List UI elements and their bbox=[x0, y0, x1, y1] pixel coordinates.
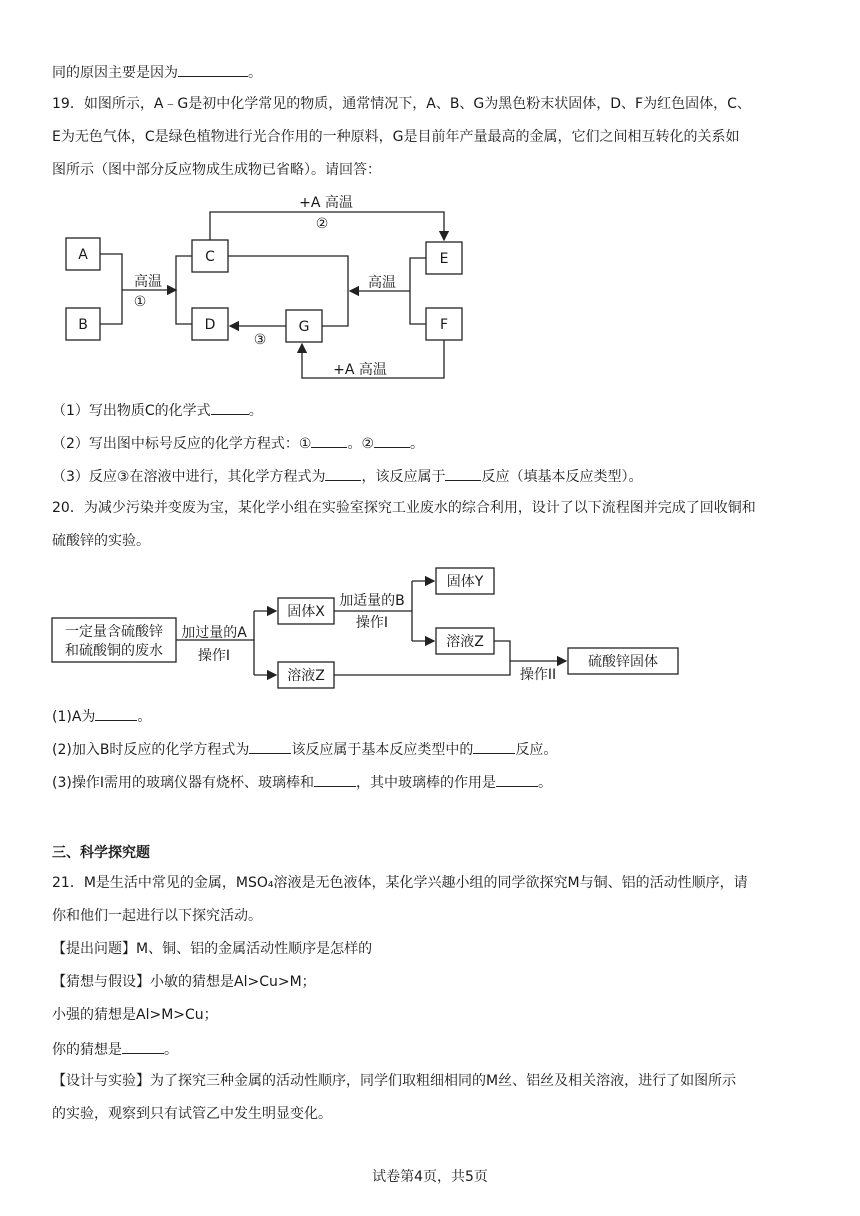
top-condition: +A 高温 bbox=[299, 195, 353, 211]
q20-flowchart bbox=[0, 560, 860, 690]
mid-condition: 高温 bbox=[368, 275, 396, 291]
q19-line1: 19．如图所示，A﹣G是初中化学常见的物质，通常情况下，A、B、G为黑色粉末状固体，D、F为红色固体，C、 bbox=[52, 96, 751, 112]
waste-line2: 和硫酸铜的废水 bbox=[65, 643, 163, 659]
ef-bracket bbox=[410, 258, 426, 324]
node-d: D bbox=[204, 317, 216, 333]
solid-y: 固体Y bbox=[446, 574, 484, 590]
q21-question: 【提出问题】M、铜、铝的金属活动性顺序是怎样的 bbox=[52, 941, 373, 957]
q19-sub3: （3）反应③在溶液中进行，其化学方程式为 ，该反应属于 反应（填基本反应类型）。 bbox=[52, 466, 812, 486]
page-footer: 试卷第4页，共5页 bbox=[372, 1169, 488, 1185]
q19-sub1: （1）写出物质C的化学式 。 bbox=[52, 400, 812, 420]
q21-line1: 21．M是生活中常见的金属，MSO₄溶液是无色液体，某化学兴趣小组的同学欲探究M与铜、铝的活动性顺序，请 bbox=[52, 875, 748, 891]
q20-sub3: (3)操作I需用的玻璃仪器有烧杯、玻璃棒和 ，其中玻璃棒的作用是 。 bbox=[52, 772, 812, 792]
op1-a: 操作I bbox=[197, 648, 231, 664]
section-title: 三、科学探究题 bbox=[52, 845, 150, 861]
answer-blank[interactable] bbox=[95, 706, 137, 721]
bottom-condition: +A 高温 bbox=[333, 362, 387, 378]
node-a: A bbox=[78, 247, 88, 263]
q21-line2: 你和他们一起进行以下探究活动。 bbox=[52, 908, 262, 924]
op1-b: 操作I bbox=[355, 615, 389, 631]
q18-tail: 同的原因主要是因为 。 bbox=[52, 62, 812, 82]
q20-line2: 硫酸锌的实验。 bbox=[52, 533, 150, 549]
ab-bracket bbox=[100, 254, 122, 324]
answer-blank[interactable] bbox=[178, 62, 248, 77]
lower-merge-line bbox=[334, 661, 510, 675]
solution-z-lower: 溶液Z bbox=[287, 668, 325, 684]
left-circle: ① bbox=[133, 294, 147, 310]
q21-guess2: 小强的猜想是Al>M>Cu； bbox=[52, 1007, 218, 1023]
q21-design1: 【设计与实验】为了探究三种金属的活动性顺序，同学们取粗细相同的M丝、铝丝及相关溶液，进行了如图所示 bbox=[52, 1073, 737, 1089]
answer-blank[interactable] bbox=[311, 433, 347, 448]
q19-sub2: （2）写出图中标号反应的化学方程式：① 。② 。 bbox=[52, 433, 812, 453]
cg-bracket bbox=[228, 256, 348, 326]
q21-guess1: 【猜想与假设】小敏的猜想是Al>Cu>M； bbox=[52, 974, 316, 990]
left-condition: 高温 bbox=[134, 274, 162, 290]
answer-blank[interactable] bbox=[314, 772, 356, 787]
q20-sub2: (2)加入B时反应的化学方程式为 该反应属于基本反应类型中的 反应。 bbox=[52, 739, 812, 759]
answer-blank[interactable] bbox=[249, 739, 291, 754]
add-b: 加适量的B bbox=[339, 593, 405, 609]
solution-z-upper: 溶液Z bbox=[446, 634, 484, 650]
q20-line1: 20．为减少污染并变废为宝，某化学小组在实验室探究工业废水的综合利用，设计了以下流程图并完成了回收铜和 bbox=[52, 500, 756, 516]
answer-blank[interactable] bbox=[211, 400, 249, 415]
q19-line3: 图所示（图中部分反应物成生成物已省略）。请回答： bbox=[52, 162, 381, 178]
waste-line1: 一定量含硫酸锌 bbox=[65, 624, 163, 640]
node-g: G bbox=[298, 319, 310, 335]
answer-blank[interactable] bbox=[496, 772, 538, 787]
answer-blank[interactable] bbox=[325, 466, 361, 481]
op2: 操作II bbox=[519, 667, 557, 683]
answer-blank[interactable] bbox=[374, 433, 410, 448]
node-e: E bbox=[439, 251, 449, 267]
node-f: F bbox=[439, 317, 449, 333]
bottom-circle: ③ bbox=[253, 332, 267, 348]
node-b: B bbox=[78, 317, 88, 333]
q19-line2: E为无色气体，C是绿色植物进行光合作用的一种原料，G是目前年产量最高的金属，它们之间相互转化的关系如 bbox=[52, 129, 740, 145]
node-c: C bbox=[205, 249, 215, 265]
q21-design2: 的实验，观察到只有试管乙中发生明显变化。 bbox=[52, 1106, 332, 1122]
answer-blank[interactable] bbox=[445, 466, 481, 481]
add-a: 加过量的A bbox=[181, 625, 247, 641]
q20-sub1: (1)A为 。 bbox=[52, 706, 812, 726]
top-circle: ② bbox=[315, 216, 329, 232]
answer-blank[interactable] bbox=[122, 1039, 164, 1054]
answer-blank[interactable] bbox=[473, 739, 515, 754]
upper-merge-line bbox=[494, 641, 510, 661]
cd-bracket bbox=[176, 256, 192, 324]
q19-diagram bbox=[0, 190, 860, 390]
solid-x: 固体X bbox=[287, 604, 325, 620]
product: 硫酸锌固体 bbox=[588, 654, 658, 670]
q21-guess3: 你的猜想是 。 bbox=[52, 1039, 812, 1059]
